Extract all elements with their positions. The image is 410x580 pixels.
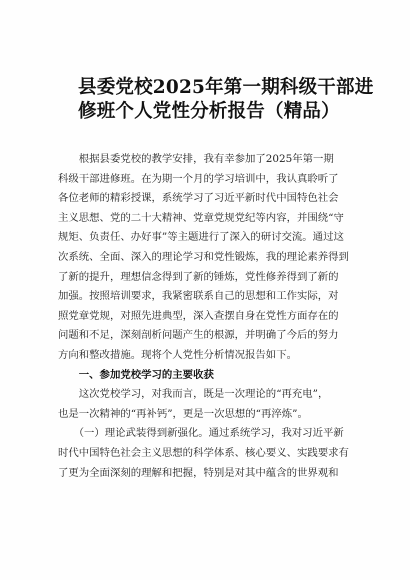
- body-line: 问题和不足，深刻剖析问题产生的根源，并明确了今后的努力: [58, 329, 339, 342]
- body-line: 时代中国特色社会主义思想的科学体系、核心要义、实践要求有: [58, 446, 349, 459]
- title-line: 县委党校2025年第一期科级干部进: [78, 77, 374, 98]
- body-line: 规矩、负责任、办好事”等主题进行了深入的研讨交流。通过这: [58, 231, 344, 244]
- body-line: 科级干部进修班。在为期一个月的学习培训中，我认真聆听了: [58, 172, 339, 185]
- body-line: 次系统、全面、深入的理论学习和党性锻炼，我的理论素养得到: [58, 250, 349, 263]
- document-body: [58, 150, 368, 483]
- body-line: 根据县委党校的教学安排，我有幸参加了2025年第一期: [58, 153, 334, 165]
- body-line: 了新的提升，理想信念得到了新的锤炼，党性修养得到了新的: [58, 270, 339, 283]
- body-line: （一）理论武装得到新强化。通过系统学习，我对习近平新: [58, 427, 344, 440]
- body-line: 了更为全面深刻的理解和把握，特别是对其中蕴含的世界观和: [58, 466, 339, 479]
- body-line: 主义思想、党的二十大精神、党章党规党纪等内容，并围绕“守: [58, 211, 344, 224]
- body-line: 方向和整改措施。现将个人党性分析情况报告如下。: [58, 348, 297, 361]
- title-line: 修班个人党性分析报告（精品）: [78, 101, 340, 122]
- section-heading: 一、参加党校学习的主要收获: [58, 368, 214, 381]
- body-line: 这次党校学习，对我而言，既是一次理论的“再充电”，: [58, 388, 329, 401]
- body-line: 各位老师的精彩授课，系统学习了习近平新时代中国特色社会: [58, 192, 339, 205]
- body-line: 也是一次精神的“再补钙”，更是一次思想的“再淬炼”。: [58, 407, 308, 420]
- document-title: [78, 76, 378, 124]
- body-line: 照党章党规，对照先进典型，深入查摆自身在党性方面存在的: [58, 309, 339, 322]
- body-line: 加强。按照培训要求，我紧密联系自己的思想和工作实际，对: [58, 290, 339, 303]
